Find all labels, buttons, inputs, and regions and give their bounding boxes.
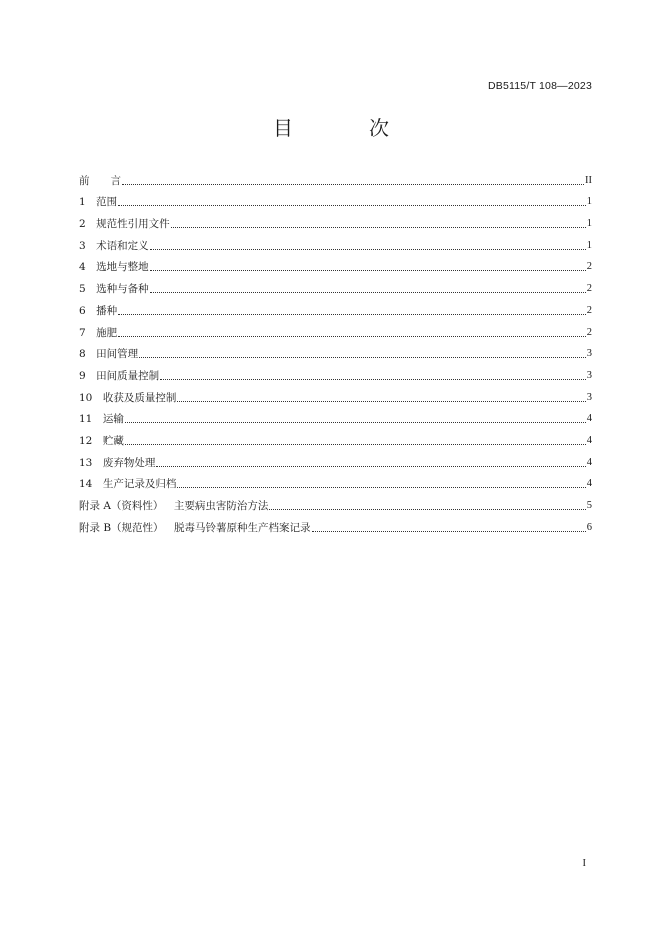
toc-entry[interactable] xyxy=(79,513,592,535)
toc-entry-page: 4 xyxy=(586,456,592,468)
toc-leader-dots xyxy=(312,531,586,532)
toc-entry-number: 前 xyxy=(79,174,90,187)
toc-entry-page: 4 xyxy=(586,434,592,446)
toc-entry-page: 3 xyxy=(586,348,592,360)
toc-leader-dots xyxy=(118,336,586,337)
toc-entry[interactable] xyxy=(79,448,592,470)
toc-entry-number: 4 xyxy=(79,261,86,274)
toc-entry-page: 4 xyxy=(586,478,592,490)
toc-entry-label: 脱毒马铃薯原种生产档案记录 xyxy=(163,521,311,534)
toc-entry-number: 6 xyxy=(79,304,86,317)
toc-entry-label: 言 xyxy=(89,174,121,187)
toc-entry-number: 10 xyxy=(79,391,93,404)
toc-entry-page: 6 xyxy=(586,521,592,533)
toc-entry-page: 2 xyxy=(586,326,592,338)
toc-entry-label: 施肥 xyxy=(85,326,118,339)
toc-entry-number: 7 xyxy=(79,326,86,339)
toc-entry-label: 贮藏 xyxy=(92,434,124,447)
toc-entry-number: 14 xyxy=(79,478,93,491)
toc-leader-dots xyxy=(150,270,586,271)
toc-leader-dots xyxy=(156,466,585,467)
toc-entry-number: 附录 A（资料性） xyxy=(79,500,164,512)
toc-entry[interactable] xyxy=(79,470,592,492)
toc-entry[interactable] xyxy=(79,318,592,340)
toc-entry-label: 运输 xyxy=(92,413,124,426)
toc-entry-page: 5 xyxy=(586,500,592,511)
toc-entry-label: 术语和定义 xyxy=(85,239,149,252)
toc-entry[interactable] xyxy=(79,426,592,448)
toc-entry-page: 4 xyxy=(586,413,592,425)
toc-entry[interactable] xyxy=(79,253,592,275)
toc-entry-number: 9 xyxy=(79,369,86,382)
toc-entry[interactable] xyxy=(79,340,592,362)
toc-entry-page: 1 xyxy=(586,239,592,251)
toc-entry[interactable] xyxy=(79,231,592,253)
toc-entry[interactable] xyxy=(79,361,592,383)
toc-entry-number: 附录 B（规范性） xyxy=(79,521,164,534)
toc-entry-number: 12 xyxy=(79,434,93,447)
toc-leader-dots xyxy=(118,205,586,206)
document-code: DB5115/T 108—2023 xyxy=(487,80,592,92)
toc-entry-page: 2 xyxy=(586,283,592,295)
toc-entry-page: 2 xyxy=(586,304,592,316)
toc-entry-page: 1 xyxy=(586,196,592,208)
toc-entry-page: 2 xyxy=(586,261,592,273)
toc-leader-dots xyxy=(125,444,586,445)
toc-leader-dots xyxy=(122,184,584,185)
toc-entry-page: 3 xyxy=(586,369,592,381)
toc-leader-dots xyxy=(171,227,586,228)
toc-leader-dots xyxy=(177,487,585,488)
toc-entry-label: 田间质量控制 xyxy=(85,369,160,382)
toc-leader-dots xyxy=(139,357,586,358)
toc-entry[interactable] xyxy=(79,188,592,210)
toc-entry-number: 2 xyxy=(79,218,86,231)
toc-entry-label: 播种 xyxy=(85,304,118,317)
page-number: I xyxy=(582,858,586,869)
table-of-contents xyxy=(79,166,592,535)
toc-title: 目 次 xyxy=(273,116,417,140)
toc-entry-number: 1 xyxy=(79,196,86,209)
toc-entry[interactable] xyxy=(79,405,592,427)
toc-entry[interactable] xyxy=(79,491,592,513)
toc-entry[interactable] xyxy=(79,274,592,296)
toc-entry-label: 范围 xyxy=(85,196,118,209)
toc-entry-page: II xyxy=(585,174,592,186)
toc-leader-dots xyxy=(125,422,586,423)
toc-entry-label: 收获及质量控制 xyxy=(92,391,177,404)
toc-entry-number: 8 xyxy=(79,348,86,361)
toc-entry-page: 1 xyxy=(586,218,592,230)
toc-leader-dots xyxy=(269,509,585,510)
toc-leader-dots xyxy=(150,249,586,250)
toc-entry[interactable] xyxy=(79,209,592,231)
toc-entry-label: 选种与备种 xyxy=(85,283,149,296)
toc-leader-dots xyxy=(177,401,585,402)
toc-entry-page: 3 xyxy=(586,391,592,403)
toc-entry-label: 规范性引用文件 xyxy=(85,218,170,231)
toc-entry-label: 田间管理 xyxy=(85,348,139,361)
toc-entry[interactable] xyxy=(79,296,592,318)
toc-entry-label: 选地与整地 xyxy=(85,261,149,274)
toc-entry-label: 主要病虫害防治方法 xyxy=(163,500,269,512)
toc-leader-dots xyxy=(118,314,586,315)
toc-leader-dots xyxy=(160,379,586,380)
toc-entry-number: 3 xyxy=(79,239,86,252)
toc-entry[interactable] xyxy=(79,383,592,405)
toc-entry[interactable] xyxy=(79,166,592,188)
toc-leader-dots xyxy=(150,292,586,293)
toc-entry-number: 13 xyxy=(79,456,93,469)
toc-entry-label: 生产记录及归档 xyxy=(92,478,177,491)
toc-entry-number: 11 xyxy=(79,413,93,426)
toc-entry-label: 废弃物处理 xyxy=(92,456,156,469)
toc-entry-number: 5 xyxy=(79,283,86,296)
